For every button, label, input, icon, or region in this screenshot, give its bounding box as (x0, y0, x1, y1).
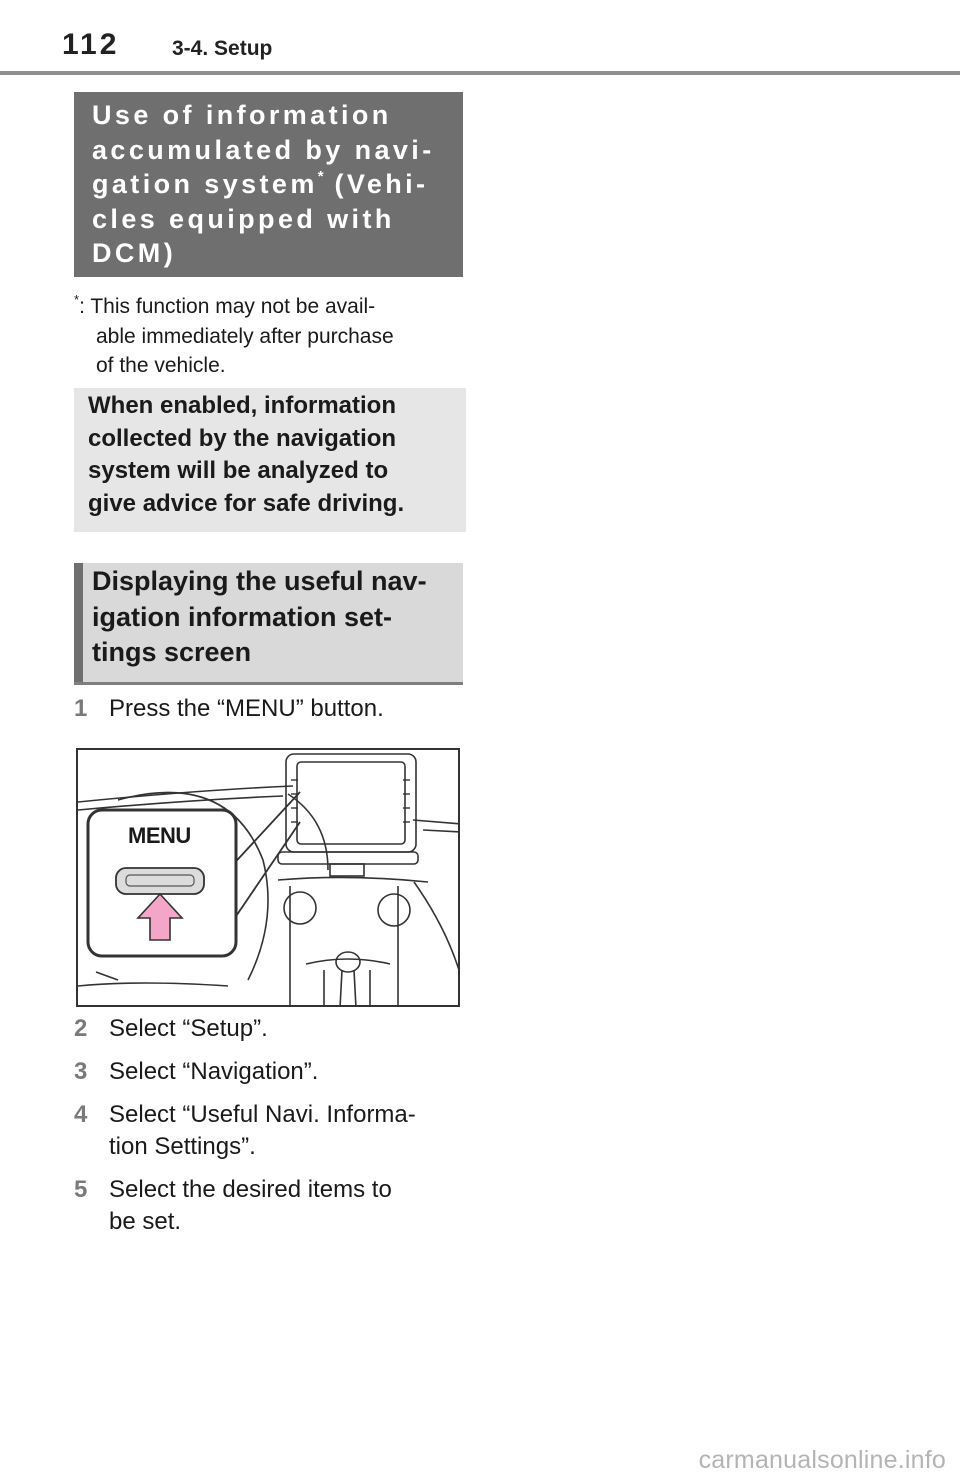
info-text: When enabled, information collected by the navigation system will be analyzed to give advice for safe driving. (88, 392, 405, 517)
footnote-marker: * (317, 168, 324, 185)
watermark: carmanualsonline.info (698, 1446, 946, 1474)
step-number: 3 (74, 1058, 88, 1085)
footnote: *: This function may not be avail- able immediately after purchase of the vehicle. (74, 292, 394, 377)
step-number: 2 (74, 1015, 88, 1042)
dashboard-figure (76, 748, 460, 1007)
step-text: Select “Useful Navi. Informa- tion Settings”. (109, 1101, 416, 1160)
step-text: Select the desired items to be set. (109, 1176, 392, 1235)
subheading: Displaying the useful nav- igation information set- tings screen (92, 566, 427, 667)
intro-heading: Use of information accumulated by navi- gation system* (Vehi- cles equipped with DCM) (92, 100, 435, 268)
subheading-accent-bar (74, 563, 83, 683)
subheading-box (74, 563, 463, 683)
step-text: Select “Setup”. (109, 1015, 268, 1042)
step-number: 4 (74, 1101, 88, 1128)
header-rule (0, 71, 960, 75)
section-title: 3-4. Setup (172, 37, 273, 60)
menu-button-label: MENU (128, 823, 191, 848)
step-number: 5 (74, 1176, 88, 1203)
dashboard-illustration-icon (78, 750, 460, 1007)
step-number: 1 (74, 695, 88, 722)
step-text: Press the “MENU” button. (109, 695, 384, 722)
subheading-rule (74, 682, 463, 685)
page-number: 112 (62, 28, 120, 61)
info-box (74, 388, 466, 532)
page-header (0, 0, 960, 76)
intro-heading-box (74, 92, 463, 277)
step-text: Select “Navigation”. (109, 1058, 319, 1085)
